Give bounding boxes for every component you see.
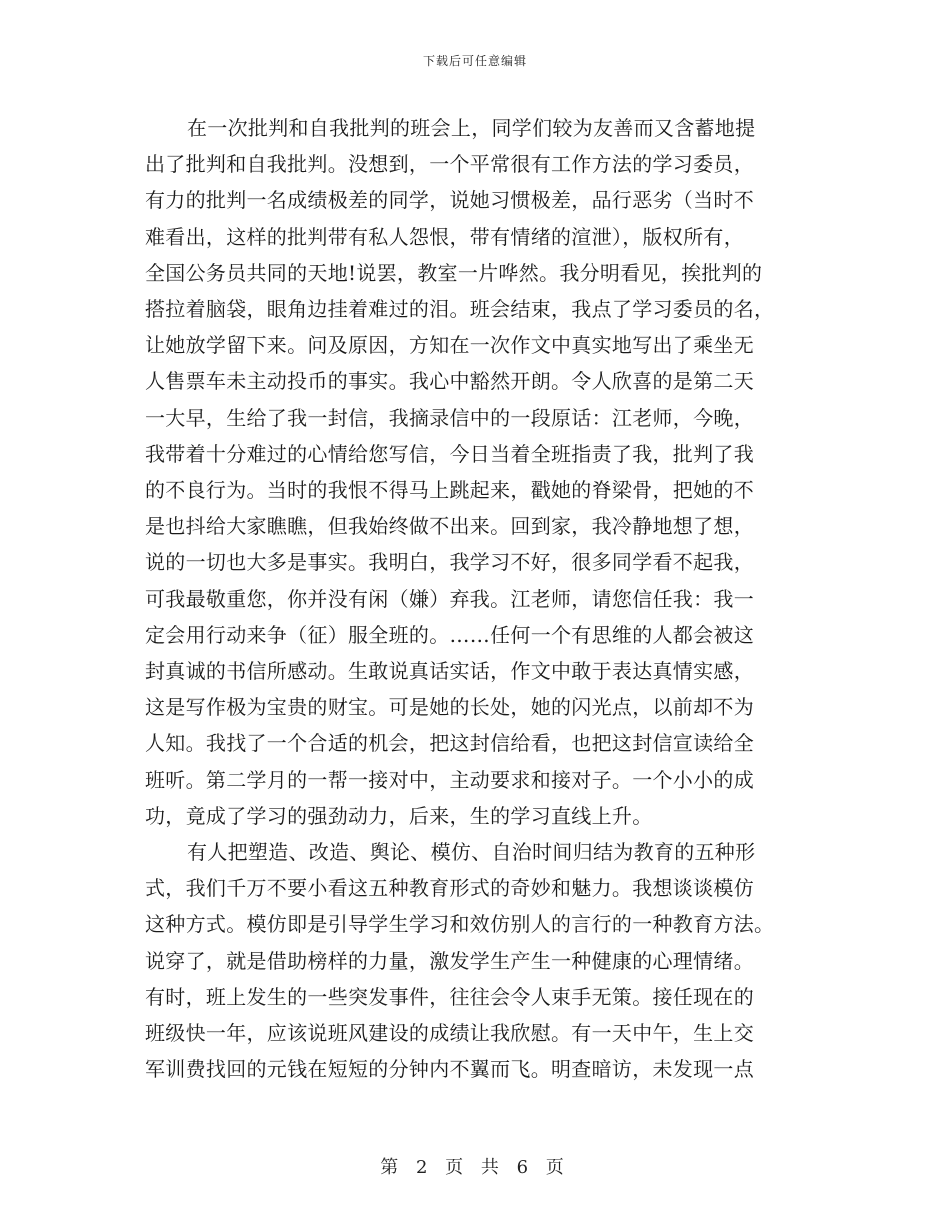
text-line: 有力的批判一名成绩极差的同学，说她习惯极差，品行恶劣（当时不 <box>145 188 754 213</box>
body-text <box>145 110 805 1087</box>
page-header: 下载后可任意编辑 <box>422 54 527 68</box>
text-line: 全国公务员共同的天地!说罢，教室一片哗然。我分明看见，挨批判的 <box>145 260 763 285</box>
text-line: 功，竟成了学习的强劲动力，后来，生的学习直线上升。 <box>145 803 653 828</box>
text-line: 搭拉着脑袋，眼角边挂着难过的泪。班会结束，我点了学习委员的名， <box>145 297 775 322</box>
text-line: 封真诚的书信所感动。生敢说真话实话，作文中敢于表达真情实感， <box>145 659 754 684</box>
text-line: 我带着十分难过的心情给您写信，今日当着全班指责了我，批判了我 <box>145 441 754 466</box>
text-line: 人知。我找了一个合适的机会，把这封信给看，也把这封信宣读给全 <box>145 731 754 756</box>
text-line: 定会用行动来争（征）服全班的。……任何一个有思维的人都会被这 <box>145 622 754 647</box>
text-line: 难看出，这样的批判带有私人怨恨，带有情绪的渲泄），版权所有， <box>145 224 744 249</box>
text-line: 这种方式。模仿即是引导学生学习和效仿别人的言行的一种教育方法。 <box>145 912 775 937</box>
text-line: 有时，班上发生的一些突发事件，往往会令人束手无策。接任现在的 <box>145 984 754 1009</box>
text-line: 说的一切也大多是事实。我明白，我学习不好，很多同学看不起我， <box>145 550 754 575</box>
text-line: 的不良行为。当时的我恨不得马上跳起来，戳她的脊梁骨，把她的不 <box>145 478 754 503</box>
text-line: 军训费找回的元钱在短短的分钟内不翼而飞。明查暗访，未发现一点 <box>145 1057 754 1082</box>
text-line: 式，我们千万不要小看这五种教育形式的奇妙和魅力。我想谈谈模仿 <box>145 876 754 901</box>
text-line: 说穿了，就是借助榜样的力量，激发学生产生一种健康的心理情绪。 <box>145 948 754 973</box>
text-line: 让她放学留下来。问及原因，方知在一次作文中真实地写出了乘坐无 <box>145 333 754 358</box>
text-line: 有人把塑造、改造、舆论、模仿、自治时间归结为教育的五种形 <box>187 840 756 865</box>
text-line: 班听。第二学月的一帮一接对中，主动要求和接对子。一个小小的成 <box>145 767 754 792</box>
text-line: 人售票车未主动投币的事实。我心中豁然开朗。令人欣喜的是第二天 <box>145 369 754 394</box>
text-line: 是也抖给大家瞧瞧，但我始终做不出来。回到家，我冷静地想了想， <box>145 514 754 539</box>
text-line: 在一次批判和自我批判的班会上，同学们较为友善而又含蓄地提 <box>187 116 756 140</box>
text-line: 可我最敬重您，你并没有闲（嫌）弃我。江老师，请您信任我：我一 <box>145 586 754 611</box>
text-line: 这是写作极为宝贵的财宝。可是她的长处，她的闪光点，以前却不为 <box>145 695 754 720</box>
text-line: 出了批判和自我批判。没想到，一个平常很有工作方法的学习委员， <box>145 152 754 177</box>
page-footer: 第 2 页 共 6 页 <box>380 1157 570 1178</box>
text-line: 一大早，生给了我一封信，我摘录信中的一段原话：江老师，今晚， <box>145 405 754 430</box>
text-line: 班级快一年，应该说班风建设的成绩让我欣慰。有一天中午，生上交 <box>145 1021 754 1046</box>
